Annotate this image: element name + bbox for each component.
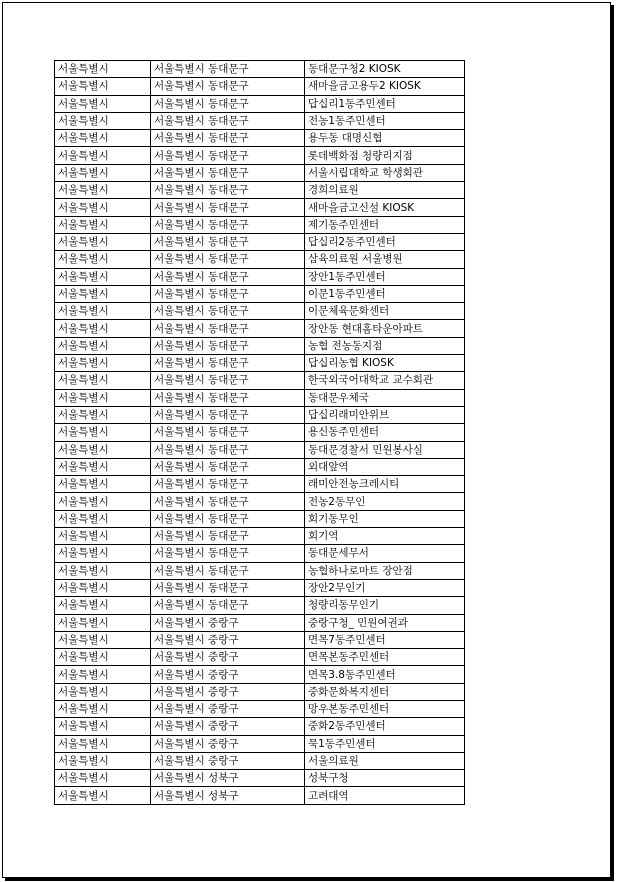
city-cell: 서울특별시 (55, 752, 151, 769)
district-cell: 서울특별시 동대문구 (151, 493, 305, 510)
city-cell: 서울특별시 (55, 268, 151, 285)
city-cell: 서울특별시 (55, 355, 151, 372)
district-cell: 서울특별시 동대문구 (151, 528, 305, 545)
city-cell: 서울특별시 (55, 787, 151, 804)
district-cell: 서울특별시 동대문구 (151, 268, 305, 285)
table-row (55, 424, 465, 441)
table-row (55, 320, 465, 337)
city-cell: 서울특별시 (55, 233, 151, 250)
location-cell: 장안1동주민센터 (305, 268, 465, 285)
table-row (55, 510, 465, 527)
district-cell: 서울특별시 동대문구 (151, 130, 305, 147)
table-row (55, 355, 465, 372)
city-cell: 서울특별시 (55, 597, 151, 614)
location-cell: 동대문우체국 (305, 389, 465, 406)
city-cell: 서울특별시 (55, 631, 151, 648)
location-cell: 래미안전농크레시티 (305, 476, 465, 493)
location-cell: 용신동주민센터 (305, 424, 465, 441)
table-row (55, 666, 465, 683)
city-cell: 서울특별시 (55, 683, 151, 700)
location-cell: 제기동주민센터 (305, 216, 465, 233)
city-cell: 서울특별시 (55, 251, 151, 268)
table-row (55, 61, 465, 78)
city-cell: 서울특별시 (55, 649, 151, 666)
location-cell: 중화2동주민센터 (305, 718, 465, 735)
district-cell: 서울특별시 중랑구 (151, 683, 305, 700)
table-row (55, 752, 465, 769)
city-cell: 서울특별시 (55, 579, 151, 596)
district-cell: 서울특별시 중랑구 (151, 718, 305, 735)
city-cell: 서울특별시 (55, 735, 151, 752)
district-cell: 서울특별시 성북구 (151, 770, 305, 787)
district-cell: 서울특별시 동대문구 (151, 389, 305, 406)
city-cell: 서울특별시 (55, 182, 151, 199)
table-body (55, 61, 465, 805)
district-cell: 서울특별시 동대문구 (151, 320, 305, 337)
district-cell: 서울특별시 동대문구 (151, 147, 305, 164)
table-row (55, 164, 465, 181)
location-cell: 외대앞역 (305, 458, 465, 475)
district-cell: 서울특별시 동대문구 (151, 476, 305, 493)
location-cell: 면목7동주민센터 (305, 631, 465, 648)
table-row (55, 268, 465, 285)
district-cell: 서울특별시 동대문구 (151, 61, 305, 78)
table-row (55, 579, 465, 596)
table-row (55, 216, 465, 233)
city-cell: 서울특별시 (55, 216, 151, 233)
location-cell: 이문1동주민센터 (305, 285, 465, 302)
location-cell: 고려대역 (305, 787, 465, 804)
district-cell: 서울특별시 동대문구 (151, 285, 305, 302)
location-cell: 면목3.8동주민센터 (305, 666, 465, 683)
district-cell: 서울특별시 동대문구 (151, 510, 305, 527)
location-cell: 회기동무인 (305, 510, 465, 527)
district-cell: 서울특별시 동대문구 (151, 597, 305, 614)
location-cell: 삼육의료원 서울병원 (305, 251, 465, 268)
city-cell: 서울특별시 (55, 61, 151, 78)
table-row (55, 649, 465, 666)
city-cell: 서울특별시 (55, 78, 151, 95)
location-cell: 동대문구청2 KIOSK (305, 61, 465, 78)
table-row (55, 95, 465, 112)
table-row (55, 787, 465, 804)
district-cell: 서울특별시 동대문구 (151, 216, 305, 233)
district-cell: 서울특별시 동대문구 (151, 95, 305, 112)
district-cell: 서울특별시 동대문구 (151, 424, 305, 441)
city-cell: 서울특별시 (55, 147, 151, 164)
location-cell: 면목본동주민센터 (305, 649, 465, 666)
district-cell: 서울특별시 동대문구 (151, 182, 305, 199)
table-row (55, 770, 465, 787)
city-cell: 서울특별시 (55, 770, 151, 787)
table-row (55, 562, 465, 579)
location-cell: 이문체육문화센터 (305, 303, 465, 320)
district-cell: 서울특별시 중랑구 (151, 735, 305, 752)
city-cell: 서울특별시 (55, 130, 151, 147)
location-cell: 답십리농협 KIOSK (305, 355, 465, 372)
city-cell: 서울특별시 (55, 510, 151, 527)
city-cell: 서울특별시 (55, 372, 151, 389)
table-row (55, 112, 465, 129)
table-row (55, 718, 465, 735)
district-cell: 서울특별시 동대문구 (151, 164, 305, 181)
table-row (55, 303, 465, 320)
table-row (55, 683, 465, 700)
district-cell: 서울특별시 동대문구 (151, 303, 305, 320)
location-cell: 농협하나로마트 장안점 (305, 562, 465, 579)
city-cell: 서울특별시 (55, 303, 151, 320)
city-cell: 서울특별시 (55, 424, 151, 441)
table-row (55, 700, 465, 717)
location-cell: 전농2동무인 (305, 493, 465, 510)
table-row (55, 389, 465, 406)
table-row (55, 78, 465, 95)
district-cell: 서울특별시 동대문구 (151, 545, 305, 562)
city-cell: 서울특별시 (55, 458, 151, 475)
location-cell: 농협 전농동지점 (305, 337, 465, 354)
table-row (55, 251, 465, 268)
district-cell: 서울특별시 동대문구 (151, 251, 305, 268)
city-cell: 서울특별시 (55, 95, 151, 112)
city-cell: 서울특별시 (55, 285, 151, 302)
district-cell: 서울특별시 동대문구 (151, 233, 305, 250)
location-table (54, 60, 465, 805)
table-row (55, 130, 465, 147)
district-cell: 서울특별시 동대문구 (151, 78, 305, 95)
city-cell: 서울특별시 (55, 337, 151, 354)
city-cell: 서울특별시 (55, 199, 151, 216)
document-page (2, 2, 611, 878)
district-cell: 서울특별시 동대문구 (151, 355, 305, 372)
location-cell: 장안동 현대홈타운아파트 (305, 320, 465, 337)
district-cell: 서울특별시 동대문구 (151, 562, 305, 579)
district-cell: 서울특별시 중랑구 (151, 700, 305, 717)
location-cell: 새마을금고신설 KIOSK (305, 199, 465, 216)
table-row (55, 233, 465, 250)
district-cell: 서울특별시 중랑구 (151, 666, 305, 683)
district-cell: 서울특별시 동대문구 (151, 441, 305, 458)
district-cell: 서울특별시 중랑구 (151, 631, 305, 648)
table-row (55, 199, 465, 216)
table-row (55, 528, 465, 545)
table-row (55, 147, 465, 164)
location-cell: 중랑구청_ 민원여권과 (305, 614, 465, 631)
city-cell: 서울특별시 (55, 545, 151, 562)
city-cell: 서울특별시 (55, 320, 151, 337)
location-cell: 답십리1동주민센터 (305, 95, 465, 112)
location-cell: 용두동 대명신협 (305, 130, 465, 147)
location-cell: 회기역 (305, 528, 465, 545)
city-cell: 서울특별시 (55, 718, 151, 735)
table-row (55, 614, 465, 631)
district-cell: 서울특별시 동대문구 (151, 199, 305, 216)
table-row (55, 458, 465, 475)
district-cell: 서울특별시 동대문구 (151, 372, 305, 389)
location-cell: 한국외국어대학교 교수회관 (305, 372, 465, 389)
location-cell: 동대문경찰서 민원봉사실 (305, 441, 465, 458)
district-cell: 서울특별시 동대문구 (151, 579, 305, 596)
table-row (55, 631, 465, 648)
table-row (55, 372, 465, 389)
table-row (55, 735, 465, 752)
city-cell: 서울특별시 (55, 406, 151, 423)
district-cell: 서울특별시 동대문구 (151, 406, 305, 423)
city-cell: 서울특별시 (55, 476, 151, 493)
location-cell: 동대문세무서 (305, 545, 465, 562)
district-cell: 서울특별시 성북구 (151, 787, 305, 804)
location-cell: 묵1동주민센터 (305, 735, 465, 752)
city-cell: 서울특별시 (55, 112, 151, 129)
table-row (55, 285, 465, 302)
city-cell: 서울특별시 (55, 493, 151, 510)
district-cell: 서울특별시 중랑구 (151, 752, 305, 769)
city-cell: 서울특별시 (55, 389, 151, 406)
city-cell: 서울특별시 (55, 441, 151, 458)
location-cell: 성북구청 (305, 770, 465, 787)
table-row (55, 476, 465, 493)
location-cell: 답십리2동주민센터 (305, 233, 465, 250)
location-cell: 답십리래미안위브 (305, 406, 465, 423)
table-row (55, 545, 465, 562)
table-row (55, 597, 465, 614)
table-row (55, 337, 465, 354)
city-cell: 서울특별시 (55, 562, 151, 579)
location-cell: 새마을금고용두2 KIOSK (305, 78, 465, 95)
district-cell: 서울특별시 동대문구 (151, 112, 305, 129)
location-cell: 서울의료원 (305, 752, 465, 769)
city-cell: 서울특별시 (55, 614, 151, 631)
district-cell: 서울특별시 중랑구 (151, 614, 305, 631)
location-cell: 청량리동무인기 (305, 597, 465, 614)
location-cell: 중화문화복지센터 (305, 683, 465, 700)
location-cell: 장안2무인기 (305, 579, 465, 596)
city-cell: 서울특별시 (55, 528, 151, 545)
location-cell: 경희의료원 (305, 182, 465, 199)
district-cell: 서울특별시 동대문구 (151, 337, 305, 354)
location-cell: 롯데백화점 청량리지점 (305, 147, 465, 164)
table-row (55, 493, 465, 510)
district-cell: 서울특별시 중랑구 (151, 649, 305, 666)
table-row (55, 441, 465, 458)
table-row (55, 182, 465, 199)
location-cell: 망우본동주민센터 (305, 700, 465, 717)
district-cell: 서울특별시 동대문구 (151, 458, 305, 475)
table-row (55, 406, 465, 423)
location-cell: 전농1동주민센터 (305, 112, 465, 129)
city-cell: 서울특별시 (55, 666, 151, 683)
location-cell: 서울시립대학교 학생회관 (305, 164, 465, 181)
city-cell: 서울특별시 (55, 700, 151, 717)
city-cell: 서울특별시 (55, 164, 151, 181)
